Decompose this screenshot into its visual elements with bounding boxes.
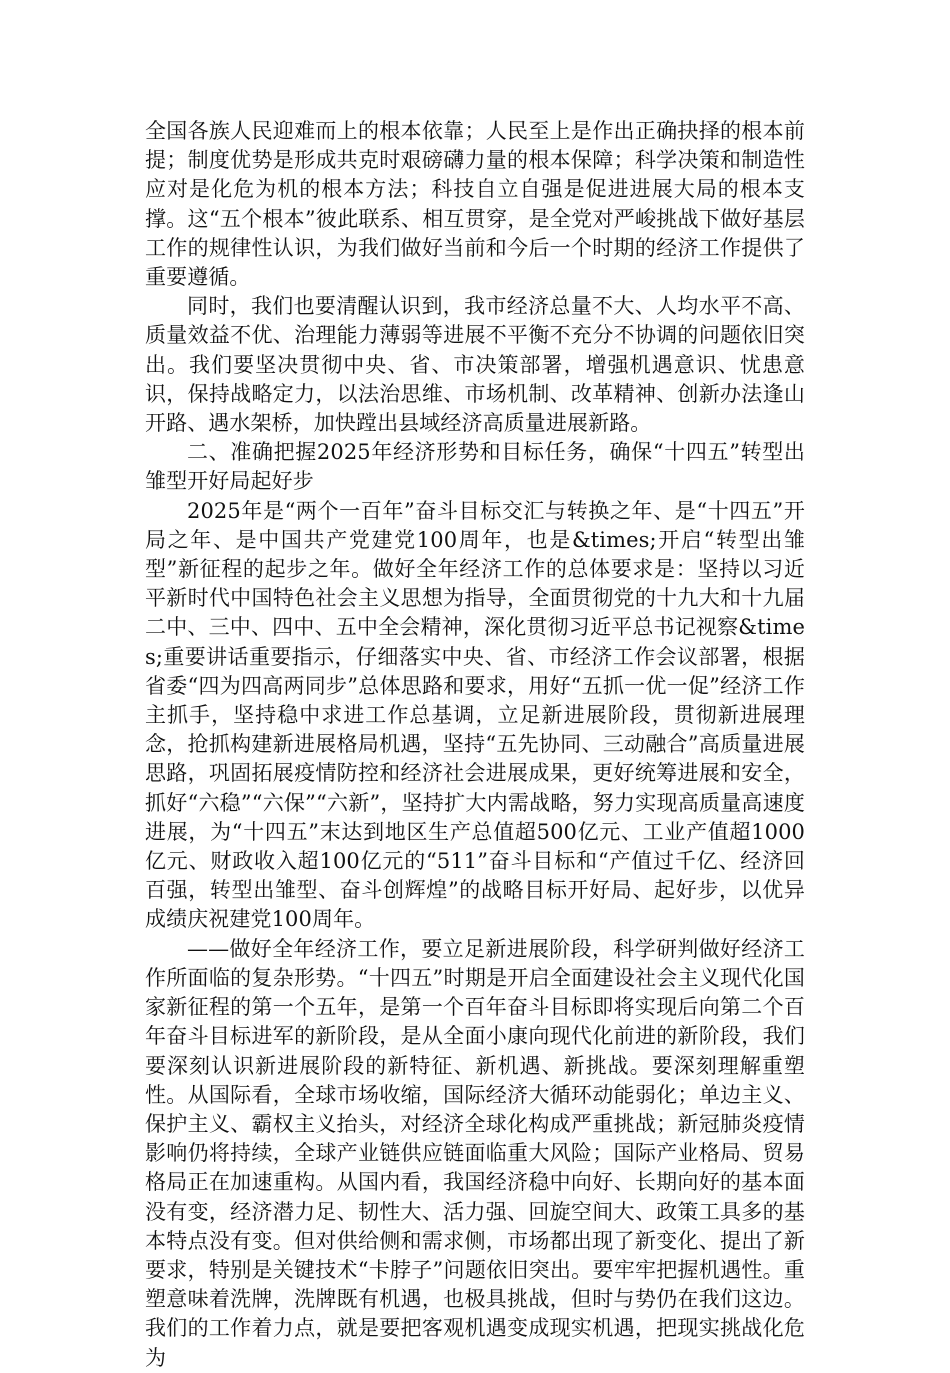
paragraph-2025-requirements: 2025年是“两个一百年”奋斗目标交汇与转换之年、是“十四五”开局之年、是中国共产党建党100周年，也是&times;开启“转型出雏型”新征程的起步之年。做好全年经济工作的总体要求是：坚持以习近平新时代中国特色社会主义思想为指导，全面贯彻党的十九大和十九届二中、三中、四中、五中全会精神，深化贯彻习近平总书记视察&times;重要讲话重要指示，仔细落实中央、省、市经济工作会议部署，根据省委“四为四高两同步”总体思路和要求，用好“五抓一优一促”经济工作主抓手，坚持稳中求进工作总基调，立足新进展阶段，贯彻新进展理念，抢抓构建新进展格局机遇，坚持“五先协同、三动融合”高质量进展思路，巩固拓展疫情防控和经济社会进展成果，更好统筹进展和安全，抓好“六稳”“六保”“六新”，坚持扩大内需战略，努力实现高质量高速度进展，为“十四五”末达到地区生产总值超500亿元、工业产值超1000亿元、财政收入超100亿元的“511”奋斗目标和“产值过千亿、经济回百强，转型出雏型、奋斗创辉煌”的战略目标开好局、起好步，以优异成绩庆祝建党100周年。	[145, 498, 805, 932]
paragraph-economic-situation: ——做好全年经济工作，要立足新进展阶段，科学研判做好经济工作所面临的复杂形势。“十四五”时期是开启全面建设社会主义现代化国家新征程的第一个五年，是第一个百年奋斗目标即将实现后向第二个百年奋斗目标进军的新阶段，是从全面小康向现代化前进的新阶段，我们要深刻认识新进展阶段的新特征、新机遇、新挑战。要深刻理解重塑性。从国际看，全球市场收缩，国际经济大循环动能弱化；单边主义、保护主义、霸权主义抬头，对经济全球化构成严重挑战；新冠肺炎疫情影响仍将持续，全球产业链供应链面临重大风险；国际产业格局、贸易格局正在加速重构。从国内看，我国经济稳中向好、长期向好的基本面没有变，经济潜力足、韧性大、活力强、回旋空间大、政策工具多的基本特点没有变。但对供给侧和需求侧，市场都出现了新变化、提出了新要求，特别是关键技术“卡脖子”问题依旧突出。要牢牢把握机遇性。重塑意味着洗牌，洗牌既有机遇，也极具挑战，但时与势仍在我们这边。我们的工作着力点，就是要把客观机遇变成现实机遇，把现实挑战化危为	[145, 936, 805, 1370]
paragraph-continuation: 全国各族人民迎难而上的根本依靠；人民至上是作出正确抉择的根本前提；制度优势是形成共克时艰磅礴力量的根本保障；科学决策和制造性应对是化危为机的根本方法；科技自立自强是促进进展大局的根本支撑。这“五个根本”彼此联系、相互贯穿，是全党对严峻挑战下做好基层工作的规律性认识，为我们做好当前和今后一个时期的经济工作提供了重要遵循。	[145, 119, 805, 290]
document-body	[145, 117, 805, 1373]
section-heading: 二、准确把握2025年经济形势和目标任务，确保“十四五”转型出雏型开好局起好步	[145, 440, 805, 494]
paragraph-awareness: 同时，我们也要清醒认识到，我市经济总量不大、人均水平不高、质量效益不优、治理能力薄弱等进展不平衡不充分不协调的问题依旧突出。我们要坚决贯彻中央、省、市决策部署，增强机遇意识、忧患意识，保持战略定力，以法治思维、市场机制、改革精神、创新办法逢山开路、遇水架桥，加快蹚出县域经济高质量进展新路。	[145, 294, 805, 436]
